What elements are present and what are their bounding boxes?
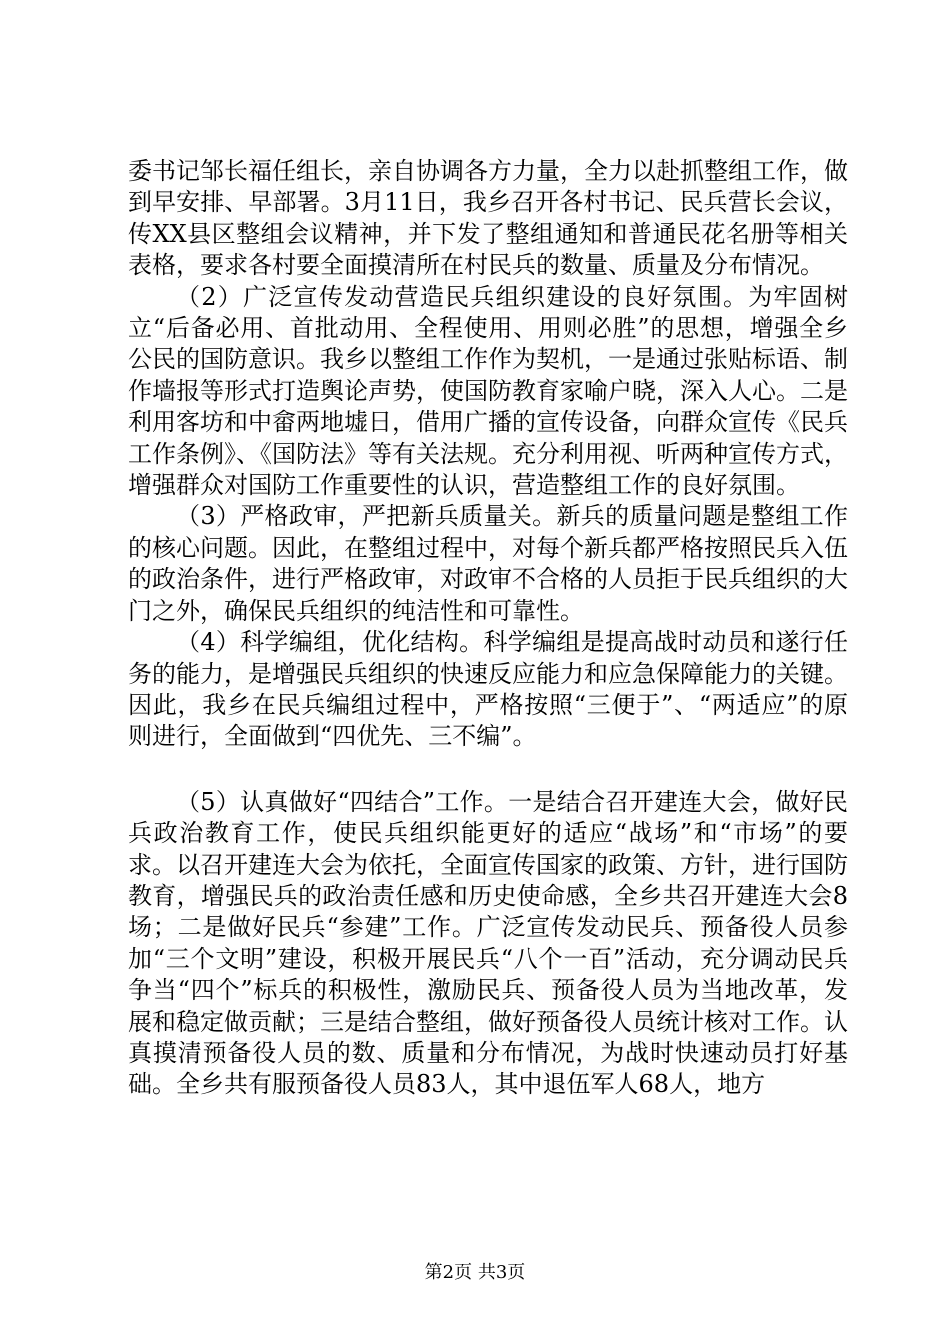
paragraph-four-combinations: （5）认真做好“四结合”工作。一是结合召开建连大会，做好民兵政治教育工作，使民兵组织能更好的适应“战场”和“市场”的要求。以召开建连大会为依托，全面宣传国家的政策、方针，进行国防教育，增强民兵的政治责任感和历史使命感，全乡共召开建连大会8场；二是做好民兵“参建”工作。广泛宣传发动民兵、预备役人员参加“三个文明”建设，积极开展民兵“八个一百”活动，充分调动民兵争当“四个”标兵的积极性，激励民兵、预备役人员为当地改革，发展和稳定做贡献；三是结合整组，做好预备役人员统计核对工作。认真摸清预备役人员的数、质量和分布情况，为战时快速动员打好基础。全乡共有服预备役人员83人，其中退伍军人68人，地方 (128, 787, 848, 1099)
paragraph-scientific-grouping: （4）科学编组，优化结构。科学编组是提高战时动员和遂行任务的能力，是增强民兵组织的快速反应能力和应急保障能力的关键。因此，我乡在民兵编组过程中，严格按照“三便于”、“两适应”的原则进行，全面做到“四优先、三不编”。 (128, 628, 848, 751)
page-footer: 第2页 共3页 (424, 1262, 526, 1283)
paragraph-continuation: 委书记邹长福任组长，亲自协调各方力量，全力以赴抓整组工作，做到早安排、早部署。3月11日，我乡召开各村书记、民兵营长会议，传XX县区整组会议精神，并下发了整组通知和普通民花名册等相关表格，要求各村要全面摸清所在村民兵的数量、质量及分布情况。 (128, 157, 848, 280)
document-body (128, 156, 848, 1101)
paragraph-political-review: （3）严格政审，严把新兵质量关。新兵的质量问题是整组工作的核心问题。因此，在整组过程中，对每个新兵都严格按照民兵入伍的政治条件，进行严格政审，对政审不合格的人员拒于民兵组织的大门之外，确保民兵组织的纯洁性和可靠性。 (128, 502, 848, 625)
paragraph-publicity: （2）广泛宣传发动营造民兵组织建设的良好氛围。为牢固树立“后备必用、首批动用、全程使用、用则必胜”的思想，增强全乡公民的国防意识。我乡以整组工作作为契机，一是通过张贴标语、制作墙报等形式打造舆论声势，使国防教育家喻户晓，深入人心。二是利用客坊和中畲两地墟日，借用广播的宣传设备，向群众宣传《民兵工作条例》、《国防法》等有关法规。充分利用视、听两种宣传方式，增强群众对国防工作重要性的认识，营造整组工作的良好氛围。 (128, 282, 848, 500)
